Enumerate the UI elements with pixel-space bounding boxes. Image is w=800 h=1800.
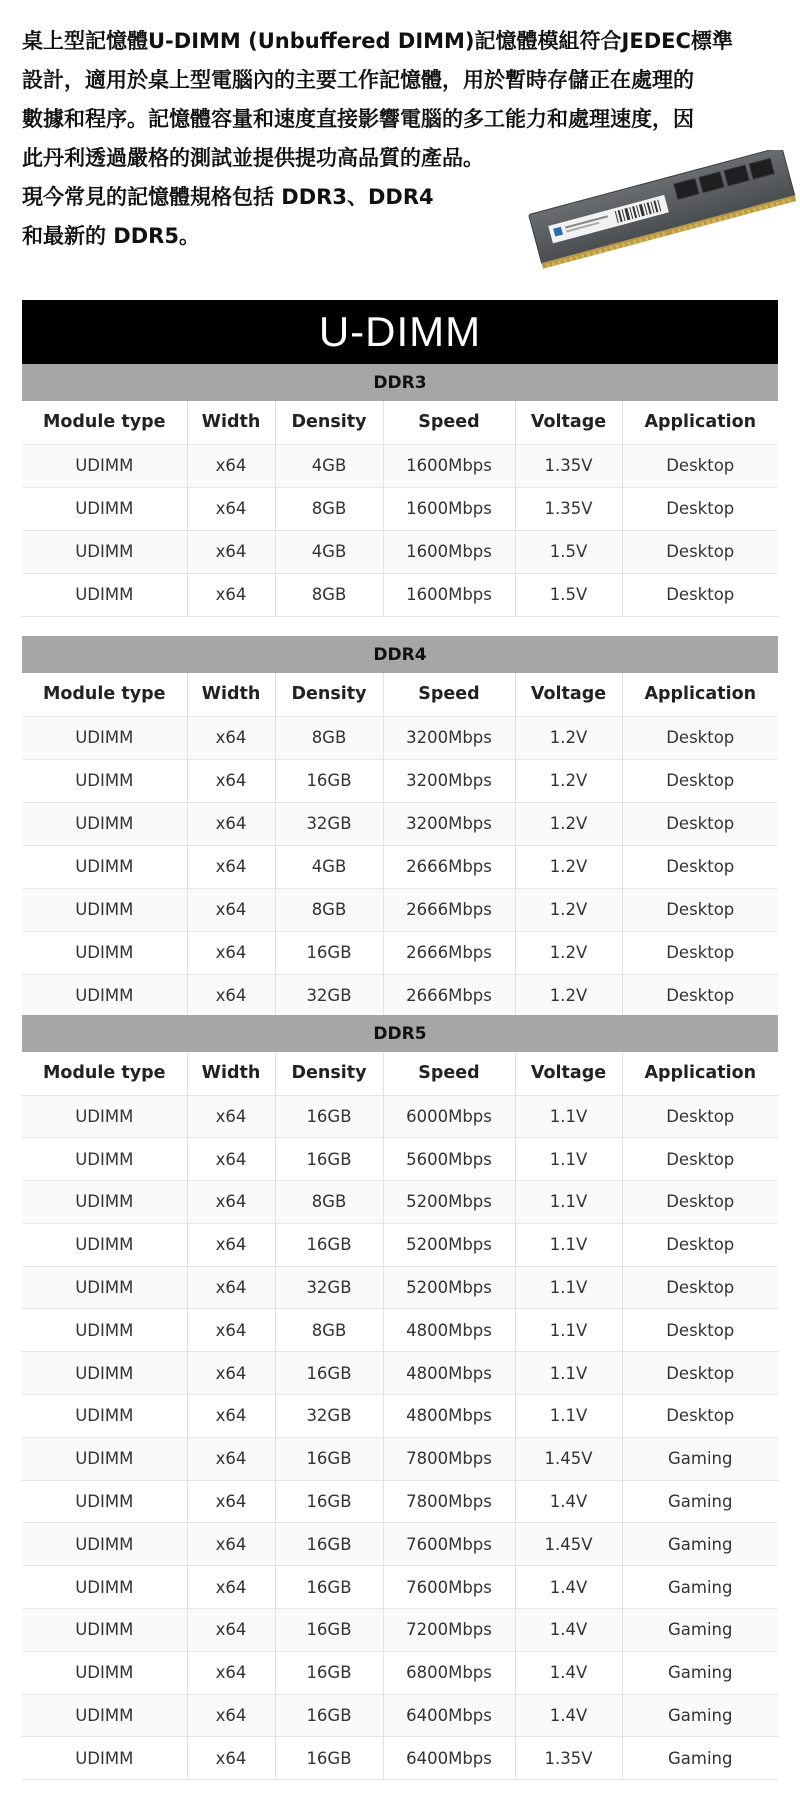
density-cell: 32GB bbox=[275, 1395, 383, 1438]
ddr4-spec-table bbox=[22, 636, 778, 1018]
module-type-cell: UDIMM bbox=[22, 931, 187, 974]
speed-cell: 5200Mbps bbox=[383, 1181, 515, 1224]
module-type-cell: UDIMM bbox=[22, 1138, 187, 1181]
application-cell: Gaming bbox=[622, 1651, 778, 1694]
column-header-voltage: Voltage bbox=[515, 673, 622, 716]
column-header-module-type: Module type bbox=[22, 401, 187, 444]
density-cell: 16GB bbox=[275, 1095, 383, 1138]
width-cell: x64 bbox=[187, 845, 275, 888]
density-cell: 8GB bbox=[275, 716, 383, 759]
module-type-cell: UDIMM bbox=[22, 1437, 187, 1480]
density-cell: 16GB bbox=[275, 931, 383, 974]
speed-cell: 1600Mbps bbox=[383, 444, 515, 487]
voltage-cell: 1.35V bbox=[515, 444, 622, 487]
table-row bbox=[22, 1523, 778, 1566]
application-cell: Desktop bbox=[622, 931, 778, 974]
column-header-voltage: Voltage bbox=[515, 401, 622, 444]
module-type-cell: UDIMM bbox=[22, 1694, 187, 1737]
table-row bbox=[22, 1480, 778, 1523]
voltage-cell: 1.1V bbox=[515, 1181, 622, 1224]
voltage-cell: 1.1V bbox=[515, 1223, 622, 1266]
voltage-cell: 1.4V bbox=[515, 1651, 622, 1694]
speed-cell: 3200Mbps bbox=[383, 716, 515, 759]
table-row bbox=[22, 1181, 778, 1224]
column-header-speed: Speed bbox=[383, 1052, 515, 1095]
table-row bbox=[22, 573, 778, 616]
module-type-cell: UDIMM bbox=[22, 1651, 187, 1694]
voltage-cell: 1.35V bbox=[515, 487, 622, 530]
table-row bbox=[22, 759, 778, 802]
voltage-cell: 1.2V bbox=[515, 802, 622, 845]
ddr4-section-title: DDR4 bbox=[22, 636, 778, 673]
speed-cell: 2666Mbps bbox=[383, 888, 515, 931]
column-header-density: Density bbox=[275, 1052, 383, 1095]
module-type-cell: UDIMM bbox=[22, 1095, 187, 1138]
speed-cell: 1600Mbps bbox=[383, 530, 515, 573]
module-type-cell: UDIMM bbox=[22, 530, 187, 573]
module-type-cell: UDIMM bbox=[22, 1609, 187, 1652]
table-row bbox=[22, 1566, 778, 1609]
ddr3-section-title: DDR3 bbox=[22, 364, 778, 401]
voltage-cell: 1.35V bbox=[515, 1737, 622, 1780]
voltage-cell: 1.2V bbox=[515, 759, 622, 802]
application-cell: Desktop bbox=[622, 487, 778, 530]
density-cell: 16GB bbox=[275, 1138, 383, 1181]
intro-line: 現今常見的記憶體規格包括 DDR3、DDR4 bbox=[22, 185, 434, 209]
density-cell: 32GB bbox=[275, 974, 383, 1017]
width-cell: x64 bbox=[187, 444, 275, 487]
width-cell: x64 bbox=[187, 1138, 275, 1181]
intro-line: 數據和程序。記憶體容量和速度直接影響電腦的多工能力和處理速度，因 bbox=[22, 107, 694, 131]
voltage-cell: 1.1V bbox=[515, 1395, 622, 1438]
density-cell: 16GB bbox=[275, 1737, 383, 1780]
width-cell: x64 bbox=[187, 1480, 275, 1523]
speed-cell: 3200Mbps bbox=[383, 802, 515, 845]
width-cell: x64 bbox=[187, 1737, 275, 1780]
density-cell: 16GB bbox=[275, 1352, 383, 1395]
width-cell: x64 bbox=[187, 487, 275, 530]
width-cell: x64 bbox=[187, 931, 275, 974]
speed-cell: 7200Mbps bbox=[383, 1609, 515, 1652]
table-row bbox=[22, 1694, 778, 1737]
voltage-cell: 1.5V bbox=[515, 573, 622, 616]
application-cell: Gaming bbox=[622, 1694, 778, 1737]
density-cell: 4GB bbox=[275, 530, 383, 573]
table-row bbox=[22, 530, 778, 573]
ddr5-spec-table bbox=[22, 1015, 778, 1780]
speed-cell: 7800Mbps bbox=[383, 1480, 515, 1523]
voltage-cell: 1.2V bbox=[515, 845, 622, 888]
module-type-cell: UDIMM bbox=[22, 1395, 187, 1438]
application-cell: Gaming bbox=[622, 1480, 778, 1523]
column-header-width: Width bbox=[187, 1052, 275, 1095]
table-row bbox=[22, 1352, 778, 1395]
speed-cell: 5600Mbps bbox=[383, 1138, 515, 1181]
module-type-cell: UDIMM bbox=[22, 759, 187, 802]
width-cell: x64 bbox=[187, 802, 275, 845]
module-type-cell: UDIMM bbox=[22, 1523, 187, 1566]
density-cell: 16GB bbox=[275, 1480, 383, 1523]
table-row bbox=[22, 444, 778, 487]
ddr3-spec-table bbox=[22, 364, 778, 617]
density-cell: 8GB bbox=[275, 487, 383, 530]
density-cell: 16GB bbox=[275, 759, 383, 802]
column-header-density: Density bbox=[275, 673, 383, 716]
column-header-application: Application bbox=[622, 673, 778, 716]
column-header-voltage: Voltage bbox=[515, 1052, 622, 1095]
application-cell: Desktop bbox=[622, 1181, 778, 1224]
density-cell: 16GB bbox=[275, 1651, 383, 1694]
table-row bbox=[22, 845, 778, 888]
speed-cell: 6400Mbps bbox=[383, 1737, 515, 1780]
application-cell: Desktop bbox=[622, 802, 778, 845]
density-cell: 16GB bbox=[275, 1437, 383, 1480]
module-type-cell: UDIMM bbox=[22, 1223, 187, 1266]
speed-cell: 2666Mbps bbox=[383, 845, 515, 888]
voltage-cell: 1.2V bbox=[515, 888, 622, 931]
density-cell: 16GB bbox=[275, 1566, 383, 1609]
application-cell: Desktop bbox=[622, 444, 778, 487]
density-cell: 8GB bbox=[275, 573, 383, 616]
table-row bbox=[22, 1437, 778, 1480]
voltage-cell: 1.4V bbox=[515, 1566, 622, 1609]
udimm-banner: U-DIMM bbox=[22, 300, 778, 364]
table-row bbox=[22, 888, 778, 931]
width-cell: x64 bbox=[187, 974, 275, 1017]
speed-cell: 7800Mbps bbox=[383, 1437, 515, 1480]
column-header-width: Width bbox=[187, 401, 275, 444]
voltage-cell: 1.5V bbox=[515, 530, 622, 573]
application-cell: Desktop bbox=[622, 1395, 778, 1438]
module-type-cell: UDIMM bbox=[22, 1309, 187, 1352]
module-type-cell: UDIMM bbox=[22, 1181, 187, 1224]
ddr5-section-title: DDR5 bbox=[22, 1015, 778, 1052]
voltage-cell: 1.4V bbox=[515, 1480, 622, 1523]
density-cell: 4GB bbox=[275, 845, 383, 888]
voltage-cell: 1.2V bbox=[515, 716, 622, 759]
column-header-application: Application bbox=[622, 401, 778, 444]
intro-line: 設計，適用於桌上型電腦內的主要工作記憶體，用於暫時存儲正在處理的 bbox=[22, 68, 694, 92]
application-cell: Desktop bbox=[622, 1223, 778, 1266]
module-type-cell: UDIMM bbox=[22, 487, 187, 530]
column-header-module-type: Module type bbox=[22, 673, 187, 716]
application-cell: Desktop bbox=[622, 530, 778, 573]
application-cell: Desktop bbox=[622, 1266, 778, 1309]
application-cell: Desktop bbox=[622, 1095, 778, 1138]
speed-cell: 2666Mbps bbox=[383, 974, 515, 1017]
speed-cell: 6000Mbps bbox=[383, 1095, 515, 1138]
voltage-cell: 1.45V bbox=[515, 1523, 622, 1566]
table-row bbox=[22, 1737, 778, 1780]
module-type-cell: UDIMM bbox=[22, 1266, 187, 1309]
table-row bbox=[22, 802, 778, 845]
intro-line: 此丹利透過嚴格的測試並提供提功高品質的產品。 bbox=[22, 146, 484, 170]
application-cell: Desktop bbox=[622, 573, 778, 616]
speed-cell: 6400Mbps bbox=[383, 1694, 515, 1737]
module-type-cell: UDIMM bbox=[22, 888, 187, 931]
table-row bbox=[22, 1223, 778, 1266]
module-type-cell: UDIMM bbox=[22, 573, 187, 616]
speed-cell: 4800Mbps bbox=[383, 1352, 515, 1395]
width-cell: x64 bbox=[187, 759, 275, 802]
table-row bbox=[22, 1095, 778, 1138]
module-type-cell: UDIMM bbox=[22, 1352, 187, 1395]
width-cell: x64 bbox=[187, 1395, 275, 1438]
module-type-cell: UDIMM bbox=[22, 444, 187, 487]
width-cell: x64 bbox=[187, 716, 275, 759]
application-cell: Desktop bbox=[622, 716, 778, 759]
table-row bbox=[22, 974, 778, 1017]
width-cell: x64 bbox=[187, 1266, 275, 1309]
application-cell: Desktop bbox=[622, 974, 778, 1017]
width-cell: x64 bbox=[187, 1181, 275, 1224]
density-cell: 8GB bbox=[275, 1181, 383, 1224]
application-cell: Gaming bbox=[622, 1566, 778, 1609]
application-cell: Gaming bbox=[622, 1437, 778, 1480]
intro-line: 和最新的 DDR5。 bbox=[22, 224, 200, 248]
column-header-module-type: Module type bbox=[22, 1052, 187, 1095]
column-header-application: Application bbox=[622, 1052, 778, 1095]
intro-section bbox=[22, 22, 782, 272]
module-type-cell: UDIMM bbox=[22, 716, 187, 759]
speed-cell: 3200Mbps bbox=[383, 759, 515, 802]
column-header-density: Density bbox=[275, 401, 383, 444]
width-cell: x64 bbox=[187, 1309, 275, 1352]
width-cell: x64 bbox=[187, 1566, 275, 1609]
width-cell: x64 bbox=[187, 1223, 275, 1266]
voltage-cell: 1.1V bbox=[515, 1138, 622, 1181]
speed-cell: 4800Mbps bbox=[383, 1309, 515, 1352]
density-cell: 16GB bbox=[275, 1223, 383, 1266]
width-cell: x64 bbox=[187, 1694, 275, 1737]
width-cell: x64 bbox=[187, 888, 275, 931]
width-cell: x64 bbox=[187, 1651, 275, 1694]
table-row bbox=[22, 931, 778, 974]
application-cell: Desktop bbox=[622, 1309, 778, 1352]
column-header-width: Width bbox=[187, 673, 275, 716]
width-cell: x64 bbox=[187, 1437, 275, 1480]
density-cell: 16GB bbox=[275, 1694, 383, 1737]
application-cell: Gaming bbox=[622, 1737, 778, 1780]
table-row bbox=[22, 1609, 778, 1652]
voltage-cell: 1.4V bbox=[515, 1609, 622, 1652]
width-cell: x64 bbox=[187, 1523, 275, 1566]
density-cell: 16GB bbox=[275, 1609, 383, 1652]
voltage-cell: 1.4V bbox=[515, 1694, 622, 1737]
voltage-cell: 1.1V bbox=[515, 1309, 622, 1352]
ram-module-image bbox=[520, 150, 800, 270]
density-cell: 32GB bbox=[275, 802, 383, 845]
module-type-cell: UDIMM bbox=[22, 1737, 187, 1780]
module-type-cell: UDIMM bbox=[22, 802, 187, 845]
table-row bbox=[22, 1395, 778, 1438]
intro-line: 桌上型記憶體U-DIMM (Unbuffered DIMM)記憶體模組符合JEDEC標準 bbox=[22, 29, 733, 53]
speed-cell: 1600Mbps bbox=[383, 573, 515, 616]
width-cell: x64 bbox=[187, 1352, 275, 1395]
width-cell: x64 bbox=[187, 1609, 275, 1652]
module-type-cell: UDIMM bbox=[22, 845, 187, 888]
voltage-cell: 1.2V bbox=[515, 974, 622, 1017]
application-cell: Desktop bbox=[622, 1352, 778, 1395]
speed-cell: 5200Mbps bbox=[383, 1223, 515, 1266]
voltage-cell: 1.1V bbox=[515, 1095, 622, 1138]
speed-cell: 4800Mbps bbox=[383, 1395, 515, 1438]
table-row bbox=[22, 1266, 778, 1309]
speed-cell: 5200Mbps bbox=[383, 1266, 515, 1309]
application-cell: Desktop bbox=[622, 888, 778, 931]
table-row bbox=[22, 716, 778, 759]
speed-cell: 2666Mbps bbox=[383, 931, 515, 974]
module-type-cell: UDIMM bbox=[22, 974, 187, 1017]
speed-cell: 7600Mbps bbox=[383, 1566, 515, 1609]
speed-cell: 6800Mbps bbox=[383, 1651, 515, 1694]
module-type-cell: UDIMM bbox=[22, 1566, 187, 1609]
module-type-cell: UDIMM bbox=[22, 1480, 187, 1523]
column-header-speed: Speed bbox=[383, 401, 515, 444]
speed-cell: 7600Mbps bbox=[383, 1523, 515, 1566]
width-cell: x64 bbox=[187, 1095, 275, 1138]
application-cell: Desktop bbox=[622, 759, 778, 802]
density-cell: 32GB bbox=[275, 1266, 383, 1309]
table-row bbox=[22, 1309, 778, 1352]
application-cell: Desktop bbox=[622, 845, 778, 888]
speed-cell: 1600Mbps bbox=[383, 487, 515, 530]
width-cell: x64 bbox=[187, 573, 275, 616]
voltage-cell: 1.2V bbox=[515, 931, 622, 974]
voltage-cell: 1.1V bbox=[515, 1266, 622, 1309]
table-row bbox=[22, 487, 778, 530]
column-header-speed: Speed bbox=[383, 673, 515, 716]
application-cell: Gaming bbox=[622, 1523, 778, 1566]
density-cell: 4GB bbox=[275, 444, 383, 487]
application-cell: Desktop bbox=[622, 1138, 778, 1181]
density-cell: 8GB bbox=[275, 888, 383, 931]
density-cell: 8GB bbox=[275, 1309, 383, 1352]
voltage-cell: 1.45V bbox=[515, 1437, 622, 1480]
density-cell: 16GB bbox=[275, 1523, 383, 1566]
table-row bbox=[22, 1138, 778, 1181]
width-cell: x64 bbox=[187, 530, 275, 573]
application-cell: Gaming bbox=[622, 1609, 778, 1652]
voltage-cell: 1.1V bbox=[515, 1352, 622, 1395]
table-row bbox=[22, 1651, 778, 1694]
